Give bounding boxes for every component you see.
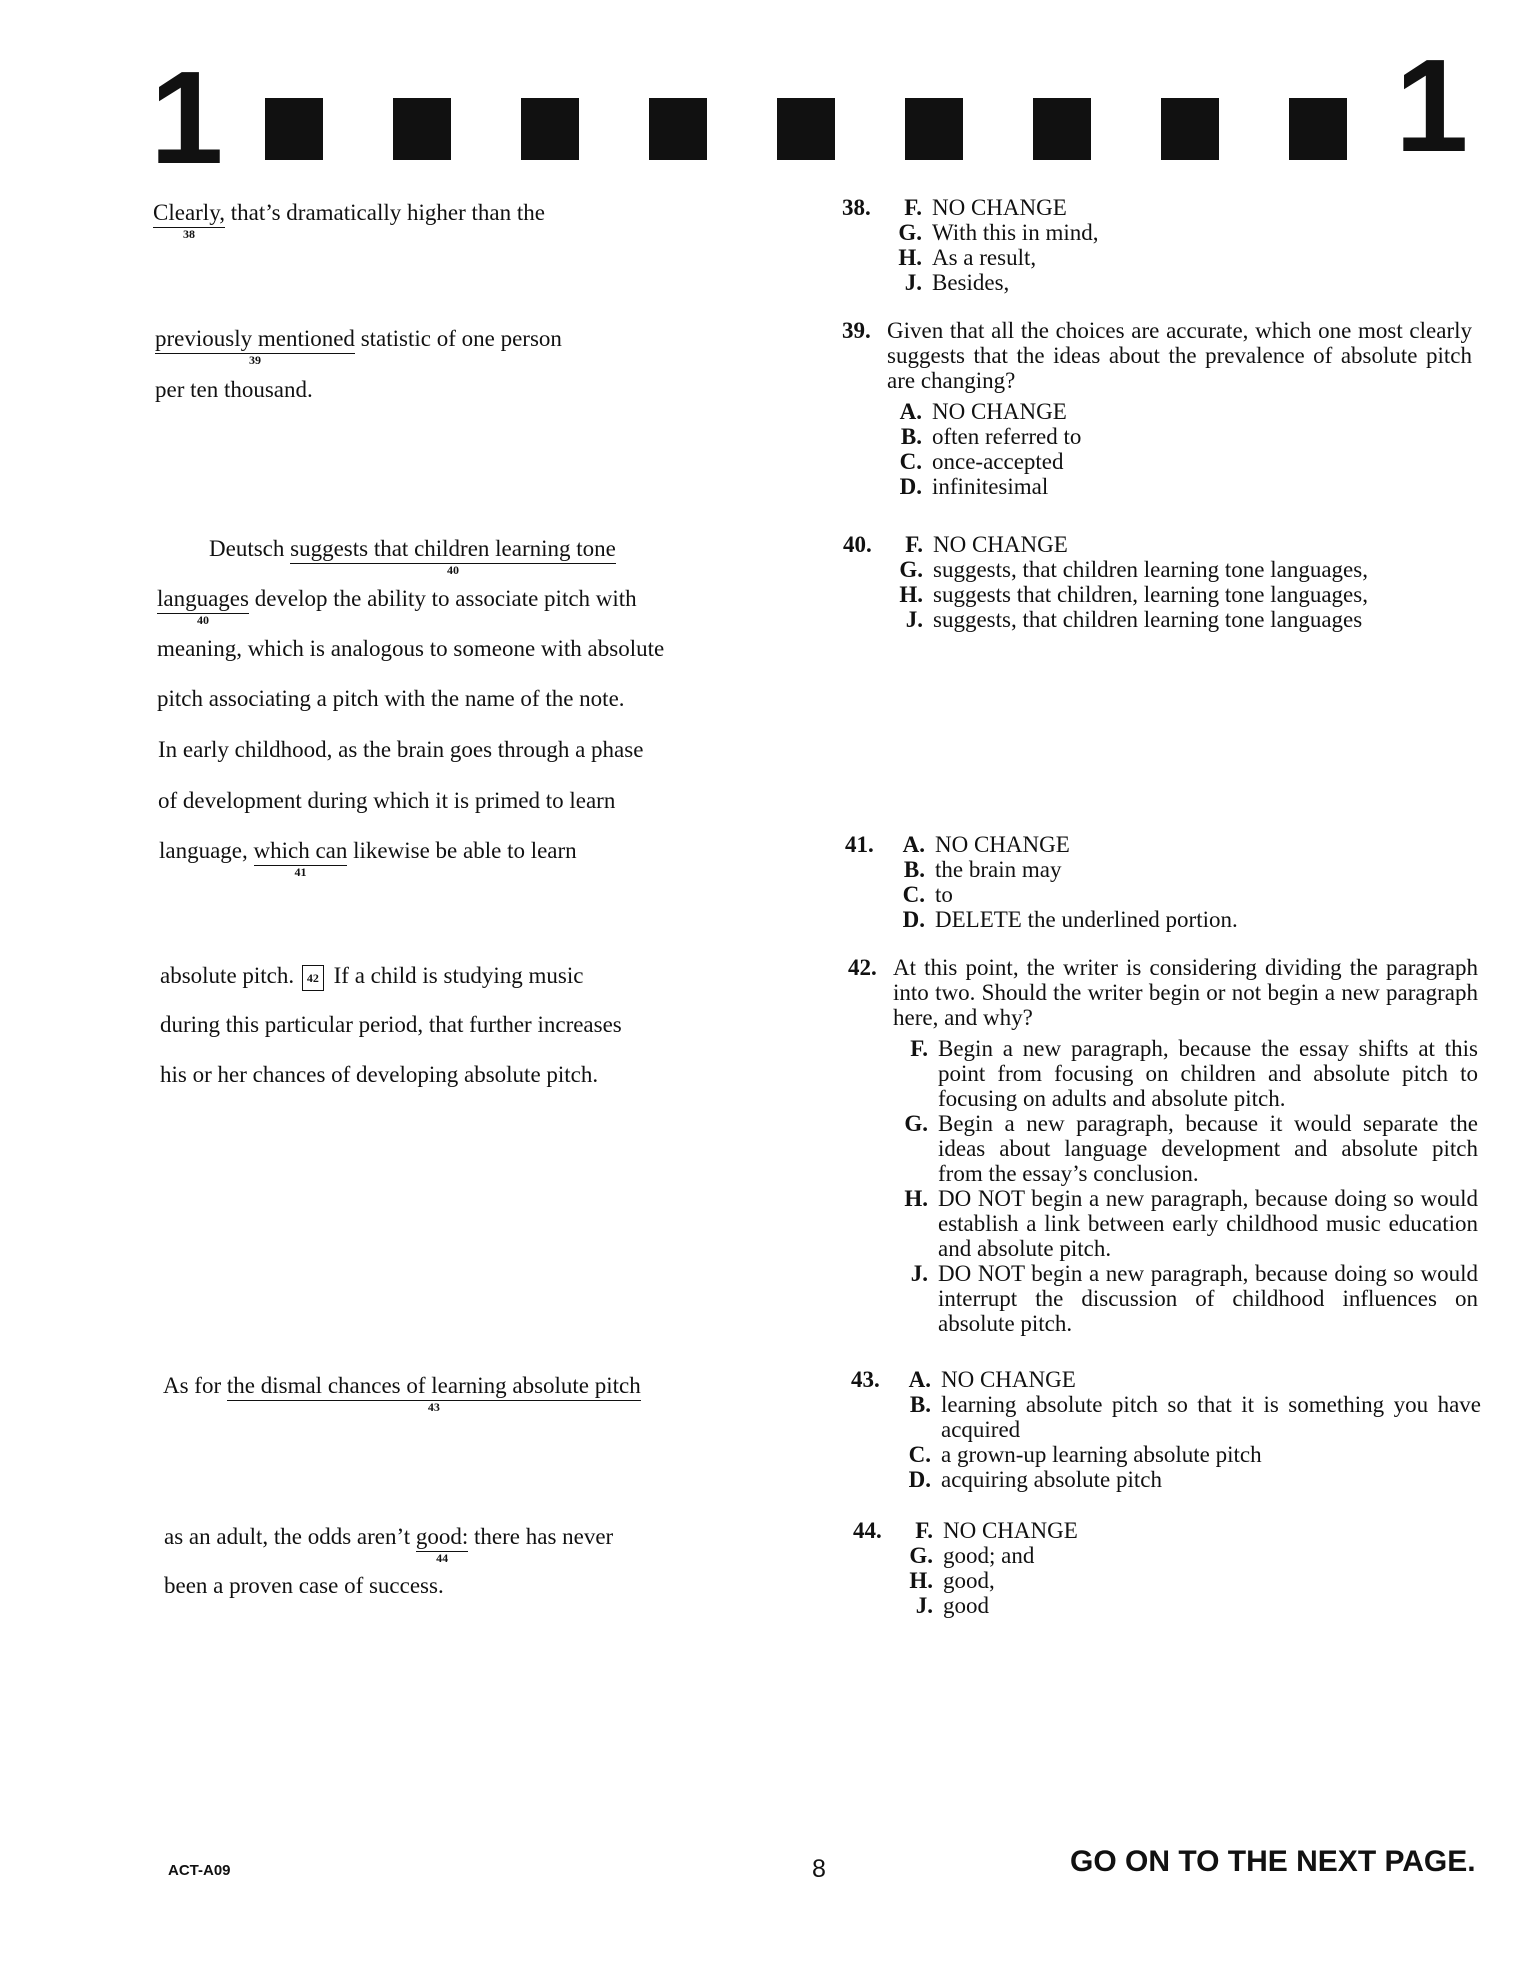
answer-option[interactable]: H. suggests that children, learning tone languages, (899, 582, 1368, 607)
answer-option[interactable]: A. NO CHANGE (908, 1367, 1076, 1392)
passage-line: his or her chances of developing absolute pitch. (160, 1062, 599, 1087)
answer-option[interactable]: B. learning absolute pitch so that it is something you have acquired (909, 1392, 1481, 1442)
passage-line: pitch associating a pitch with the name of the note. (157, 686, 625, 711)
question-stem: Given that all the choices are accurate, which one most clearly suggests that the ideas about the prevalence of absolute pitch are changing? (887, 318, 1472, 393)
answer-option[interactable]: F. NO CHANGE (905, 532, 1068, 557)
passage-line: Clearly, 38 that’s dramatically higher than the (153, 200, 545, 241)
section-number-left: 1 (150, 44, 224, 191)
passage-line: during this particular period, that further increases (160, 1012, 622, 1037)
passage-line: previously mentioned 39 statistic of one person (155, 326, 562, 367)
answer-option[interactable]: J. Besides, (904, 270, 1010, 295)
header-square (1161, 98, 1219, 160)
passage-line: In early childhood, as the brain goes through a phase (158, 737, 644, 762)
passage-line: Deutsch suggests that children learning tone 40 (209, 536, 616, 577)
passage-line: been a proven case of success. (164, 1573, 444, 1598)
question-number: 41. (845, 832, 874, 857)
header-square (521, 98, 579, 160)
question-number: 44. (853, 1518, 882, 1543)
passage-line: language, which can 41 likewise be able to learn (159, 838, 577, 879)
answer-option[interactable]: H. DO NOT begin a new paragraph, because doing so would establish a link between early childhood music education and absolute pitch. (904, 1186, 1478, 1261)
question-number: 43. (851, 1367, 880, 1392)
answer-option[interactable]: D. infinitesimal (899, 474, 1049, 499)
underlined-portion-40: suggests that children learning tone 40 (290, 536, 616, 577)
passage-line: absolute pitch. 42 If a child is studying music (160, 963, 583, 991)
question-number: 42. (848, 955, 877, 980)
header-square (649, 98, 707, 160)
underlined-portion-38: Clearly, 38 (153, 200, 225, 241)
answer-option[interactable]: H. As a result, (898, 245, 1037, 270)
answer-option[interactable]: C. a grown-up learning absolute pitch (908, 1442, 1262, 1467)
answer-option[interactable]: J. good (915, 1593, 989, 1618)
answer-option[interactable]: G. With this in mind, (898, 220, 1099, 245)
passage-line: meaning, which is analogous to someone with absolute (157, 636, 665, 661)
answer-option[interactable]: G. Begin a new paragraph, because it would separate the ideas about language development and absolute pitch from the essay’s conclusion. (904, 1111, 1478, 1186)
section-number-right: 1 (1395, 32, 1469, 179)
answer-option[interactable]: B. the brain may (903, 857, 1062, 882)
answer-option[interactable]: G. suggests, that children learning tone languages, (899, 557, 1368, 582)
answer-option[interactable]: D. acquiring absolute pitch (908, 1467, 1162, 1492)
question-number: 39. (842, 318, 871, 343)
question-stem: At this point, the writer is considering dividing the paragraph into two. Should the writer begin or not begin a new paragraph here, and why? (893, 955, 1478, 1030)
answer-option[interactable]: D. DELETE the underlined portion. (902, 907, 1238, 932)
passage-line: As for the dismal chances of learning absolute pitch 43 (163, 1373, 641, 1414)
question-box-42: 42 (302, 965, 324, 991)
answer-option[interactable]: A. NO CHANGE (902, 832, 1070, 857)
question-number: 40. (843, 532, 872, 557)
section-header (150, 32, 1469, 191)
answer-option[interactable]: J. suggests, that children learning tone languages (905, 607, 1363, 632)
underlined-portion-44: good: 44 (415, 1524, 469, 1565)
passage-line: of development during which it is primed to learn (158, 788, 616, 813)
passage-line: languages 40 develop the ability to associate pitch with (157, 586, 637, 627)
underlined-portion-43: the dismal chances of learning absolute pitch 43 (226, 1373, 641, 1414)
header-square (393, 98, 451, 160)
header-square (1033, 98, 1091, 160)
question-number: 38. (842, 195, 871, 220)
underlined-portion-39: previously mentioned 39 (155, 326, 355, 367)
answer-option[interactable]: C. once-accepted (899, 449, 1064, 474)
answer-option[interactable]: F. Begin a new paragraph, because the essay shifts at this point from focusing on children and absolute pitch to focusing on adults and absolute pitch. (910, 1036, 1478, 1111)
answer-option[interactable]: H. good, (909, 1568, 995, 1593)
header-square (905, 98, 963, 160)
form-code: ACT-A09 (168, 1862, 231, 1879)
answer-option[interactable]: C. to (902, 882, 953, 907)
answer-option[interactable]: B. often referred to (900, 424, 1082, 449)
header-square (777, 98, 835, 160)
passage-line: per ten thousand. (155, 377, 313, 402)
go-on-notice: GO ON TO THE NEXT PAGE. (1070, 1845, 1476, 1878)
passage-line: as an adult, the odds aren’t good: 44 there has never (164, 1524, 614, 1565)
header-square (265, 98, 323, 160)
page-number: 8 (812, 1855, 826, 1883)
answer-option[interactable]: A. NO CHANGE (899, 399, 1067, 424)
answer-option[interactable]: J. DO NOT begin a new paragraph, because doing so would interrupt the discussion of childhood influences on absolute pitch. (910, 1261, 1478, 1336)
header-square (1289, 98, 1347, 160)
answer-option[interactable]: F. NO CHANGE (904, 195, 1067, 220)
underlined-portion-40: languages 40 (157, 586, 249, 627)
answer-option[interactable]: G. good; and (909, 1543, 1035, 1568)
answer-option[interactable]: F. NO CHANGE (915, 1518, 1078, 1543)
underlined-portion-41: which can 41 (253, 838, 348, 879)
